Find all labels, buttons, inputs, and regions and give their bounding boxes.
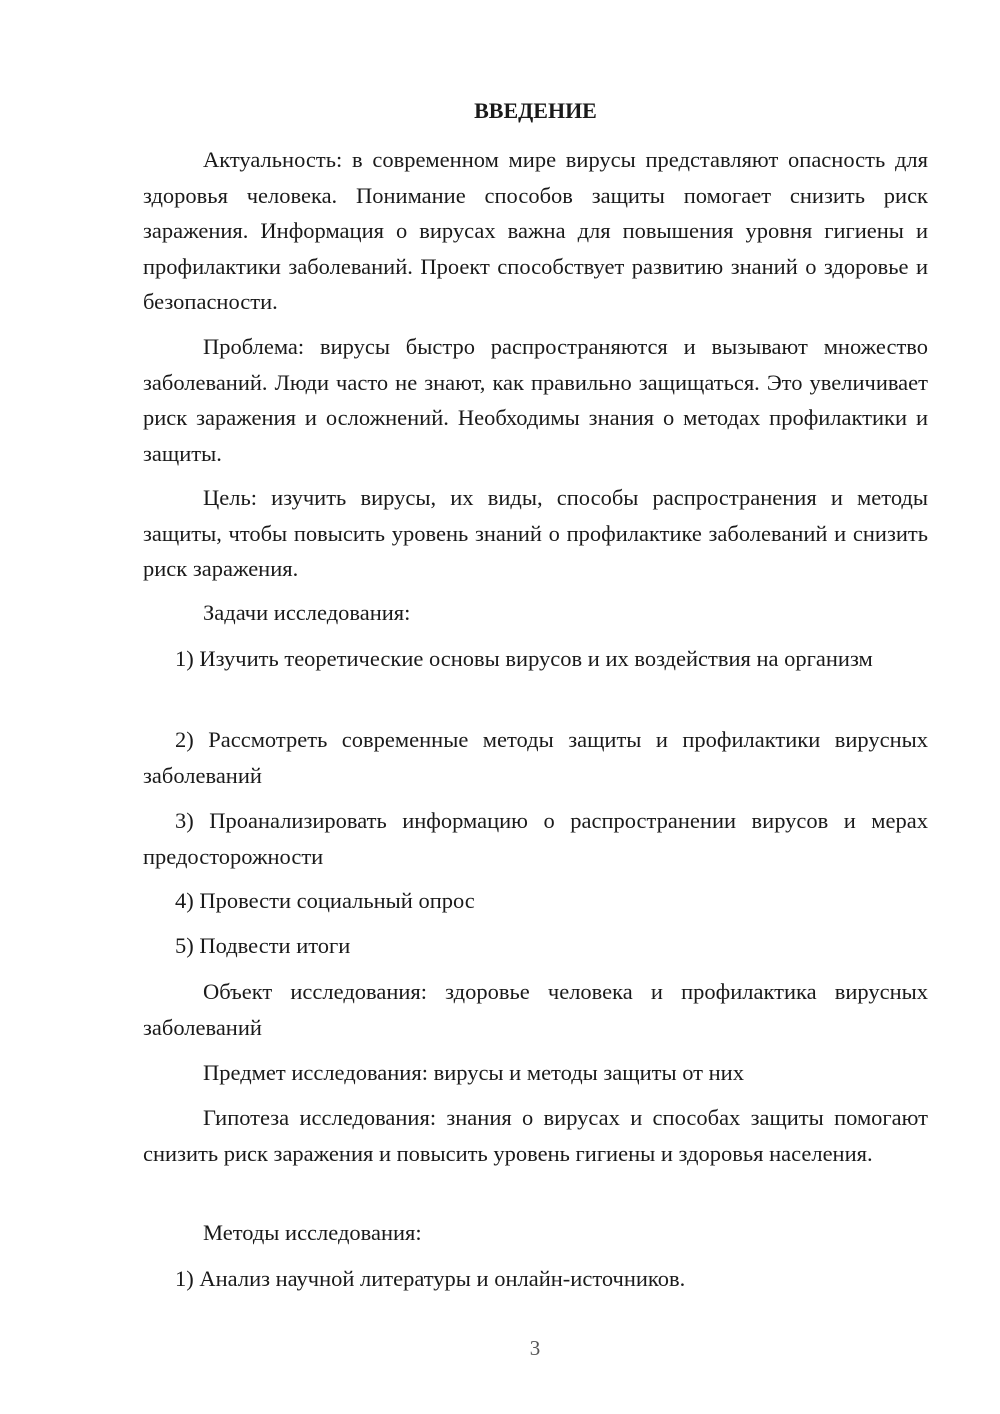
methods-title: Методы исследования: xyxy=(203,1220,422,1245)
task-item-2: 2) Рассмотреть современные методы защиты и профилактики вирусных заболеваний xyxy=(143,727,928,788)
task-item-3: 3) Проанализировать информацию о распространении вирусов и мерах предосторожности xyxy=(143,808,928,869)
page-number: 3 xyxy=(529,1336,541,1360)
paragraph-problem: Проблема: вирусы быстро распространяются и вызывают множество заболеваний. Люди часто не знают, как правильно защищаться. Это увеличивает риск заражения и осложнений. Необходимы знания о методах профилактики и защиты. xyxy=(143,334,928,466)
paragraph-object: Объект исследования: здоровье человека и профилактика вирусных заболеваний xyxy=(143,979,928,1040)
paragraph-hypothesis: Гипотеза исследования: знания о вирусах и способах защиты помогают снизить риск заражения и повысить уровень гигиены и здоровья населения. xyxy=(143,1105,928,1166)
paragraph-goal: Цель: изучить вирусы, их виды, способы распространения и методы защиты, чтобы повысить уровень знаний о профилактике заболеваний и снизить риск заражения. xyxy=(143,485,928,581)
section-heading: ВВЕДЕНИЕ xyxy=(474,98,597,123)
tasks-title: Задачи исследования: xyxy=(203,600,411,625)
method-item-1: 1) Анализ научной литературы и онлайн-источников. xyxy=(175,1266,686,1291)
task-item-1: 1) Изучить теоретические основы вирусов и их воздействия на организм xyxy=(175,646,873,671)
paragraph-subject: Предмет исследования: вирусы и методы защиты от них xyxy=(203,1060,744,1085)
paragraph-relevance: Актуальность: в современном мире вирусы представляют опасность для здоровья человека. Понимание способов защиты помогает снизить риск заражения. Информация о вирусах важна для повышения уровня гигиены и профилактики заболеваний. Проект способствует развитию знаний о здоровье и безопасности. xyxy=(143,147,928,314)
task-item-4: 4) Провести социальный опрос xyxy=(175,888,475,913)
task-item-5: 5) Подвести итоги xyxy=(175,933,351,958)
